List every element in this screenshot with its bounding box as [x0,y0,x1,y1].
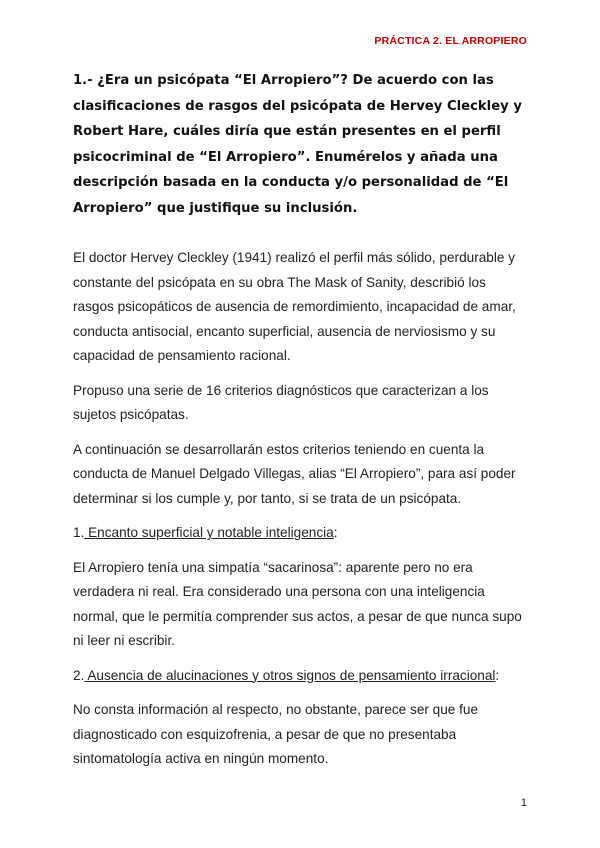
criterion-1-text: El Arropiero tenía una simpatía “sacarinosa”: aparente pero no era verdadera ni real. Era considerado una persona con una inteligencia normal, que le permitía comprender sus actos, a pesar de que nunca supo ni leer ni escribir. [73,559,522,648]
criterion-2-number: 2. [73,667,85,683]
criterion-1-colon: : [333,525,338,540]
paragraph-criteria: Propuso una serie de 16 criterios diagnósticos que caracterizan a los sujetos psicópatas. [73,382,489,422]
paragraph-intro: A continuación se desarrollarán estos criterios teniendo en cuenta la conducta de Manuel Delgado Villegas, alias “El Arropiero”, para así poder determinar si los cumple y, por tanto, si se trata de un psicópata. [73,441,516,506]
page-number: 1 [520,797,527,809]
criterion-2-colon: : [495,667,500,683]
page-content [73,68,528,782]
question-heading: 1.- ¿Era un psicópata “El Arropiero”? De acuerdo con las clasificaciones de rasgos del psicópata de Hervey Cleckley y Robert Hare, cuáles diría que están presentes en el perfil psicocriminal de “El Arropiero”. Enumérelos y añada una descripción basada en la conducta y/o personalidad de “El Arropiero” que justifique su inclusión. [73,73,522,216]
criterion-2-heading [73,664,528,689]
criterion-1-heading [73,521,528,546]
paragraph-cleckley: El doctor Hervey Cleckley (1941) realizó el perfil más sólido, perdurable y constante del psicópata en su obra The Mask of Sanity, describió los rasgos psicopáticos de ausencia de remordimiento, incapacidad de amar, conducta antisocial, encanto superficial, ausencia de nerviosismo y su capacidad de pensamiento racional. [73,250,516,363]
criterion-1-title: Encanto superficial y notable inteligencia [84,525,334,540]
criterion-2-text: No consta información al respecto, no obstante, parece ser que fue diagnosticado con esquizofrenia, a pesar de que no presentaba sintomatología activa en ningún momento. [73,702,479,766]
criterion-1-number: 1. [73,525,85,540]
running-header: PRÁCTICA 2. EL ARROPIERO [374,35,527,47]
criterion-2-title: Ausencia de alucinaciones y otros signos de pensamiento irracional [84,667,496,683]
